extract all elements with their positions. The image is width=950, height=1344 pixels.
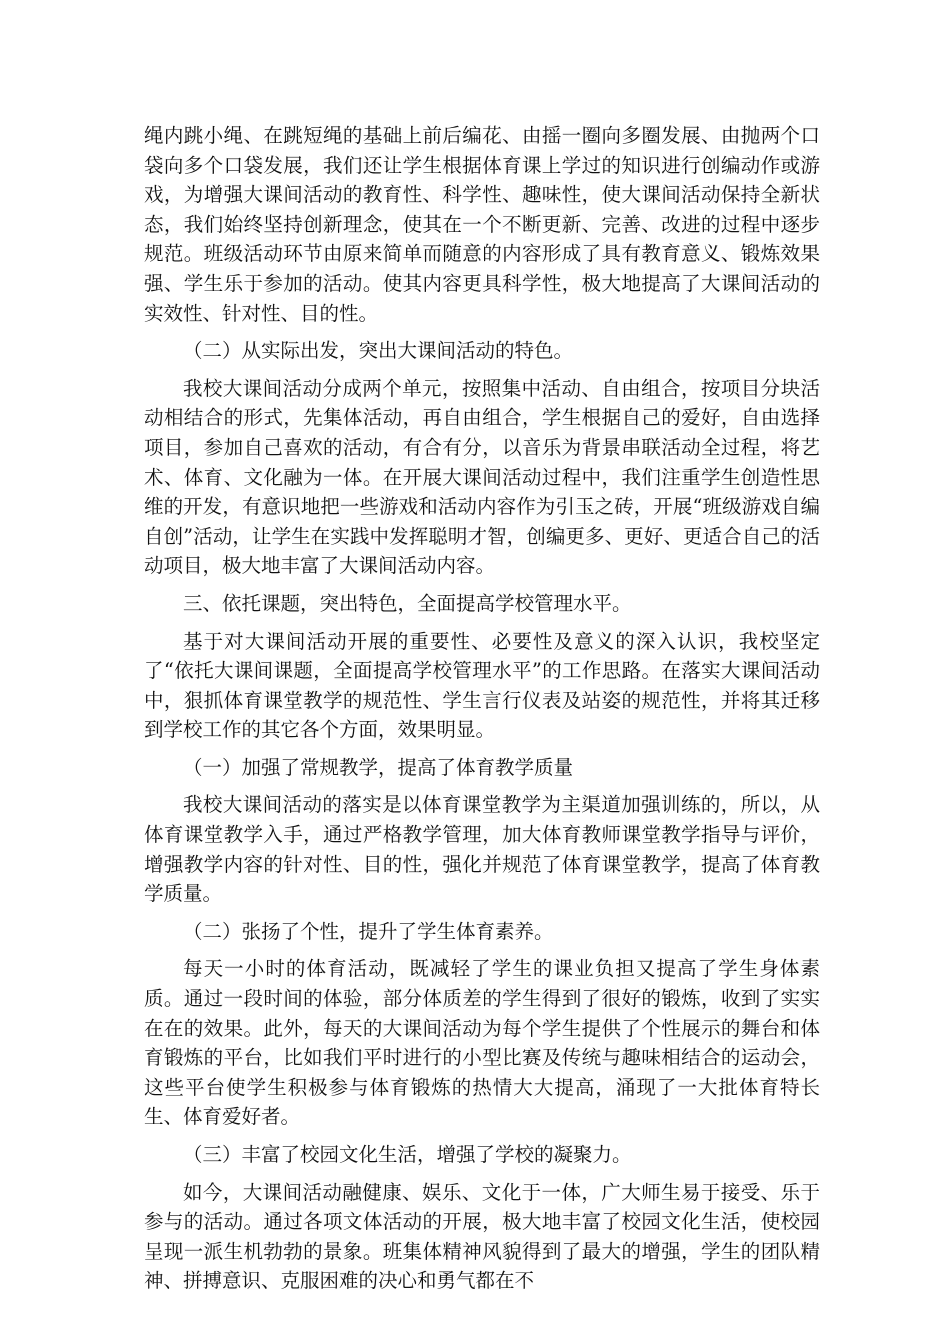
section-heading-3-3: （三）丰富了校园文化生活，增强了学校的凝聚力。 <box>183 1143 632 1166</box>
paragraph-work-approach: 基于对大课间活动开展的重要性、必要性及意义的深入认识，我校坚定了“依托大课间课题，全面提高学校管理水平”的工作思路。在落实大课间活动中，狠抓体育课堂教学的规范性、学生言行仪表及站姿的规范性，并将其迁移到学校工作的其它各个方面，效果明显。 <box>144 629 820 742</box>
paragraph-activity-units: 我校大课间活动分成两个单元，按照集中活动、自由组合，按项目分块活动相结合的形式，先集体活动，再自由组合，学生根据自己的爱好，自由选择项目，参加自己喜欢的活动，有合有分，以音乐为背景串联活动全过程，将艺术、体育、文化融为一体。在开展大课间活动过程中，我们注重学生创造性思维的开发，有意识地把一些游戏和活动内容作为引玉之砖，开展“班级游戏自编自创”活动，让学生在实践中发挥聪明才智，创编更多、更好、更适合自己的活动项目，极大地丰富了大课间活动内容。 <box>144 376 820 578</box>
section-heading-3-1: （一）加强了常规教学，提高了体育教学质量 <box>183 755 574 779</box>
section-heading-3-2: （二）张扬了个性，提升了学生体育素养。 <box>183 919 554 943</box>
section-heading-2-1: （二）从实际出发，突出大课间活动的特色。 <box>183 339 574 363</box>
section-heading-3: 三、依托课题，突出特色，全面提高学校管理水平。 <box>183 591 632 615</box>
document-body <box>144 121 820 1304</box>
paragraph-sports-literacy: 每天一小时的体育活动，既减轻了学生的课业负担又提高了学生身体素质。通过一段时间的体验，部分体质差的学生得到了很好的锻炼，收到了实实在在的效果。此外，每天的大课间活动为每个学生提供了个性展示的舞台和体育锻炼的平台，比如我们平时进行的小型比赛及传统与趣味相结合的运动会，这些平台使学生积极参与体育锻炼的热情大大提高，涌现了一大批体育特长生、体育爱好者。 <box>144 957 820 1129</box>
paragraph-continuation: 绳内跳小绳、在跳短绳的基础上前后编花、由摇一圈向多圈发展、由抛两个口袋向多个口袋发展，我们还让学生根据体育课上学过的知识进行创编动作或游戏，为增强大课间活动的教育性、科学性、趣味性，使大课间活动保持全新状态，我们始终坚持创新理念，使其在一个不断更新、完善、改进的过程中逐步规范。班级活动环节由原来简单而随意的内容形成了具有教育意义、锻炼效果强、学生乐于参加的活动。使其内容更具科学性，极大地提高了大课间活动的实效性、针对性、目的性。 <box>144 124 820 325</box>
paragraph-campus-culture: 如今，大课间活动融健康、娱乐、文化于一体，广大师生易于接受、乐于参与的活动。通过各项文体活动的开展，极大地丰富了校园文化生活，使校园呈现一派生机勃勃的景象。班集体精神风貌得到了最大的增强，学生的团队精神、拼搏意识、克服困难的决心和勇气都在不 <box>144 1180 820 1293</box>
paragraph-teaching-quality: 我校大课间活动的落实是以体育课堂教学为主渠道加强训练的，所以，从体育课堂教学入手，通过严格教学管理，加大体育教师课堂教学指导与评价，增强教学内容的针对性、目的性，强化并规范了体育课堂教学，提高了体育教学质量。 <box>144 793 820 906</box>
